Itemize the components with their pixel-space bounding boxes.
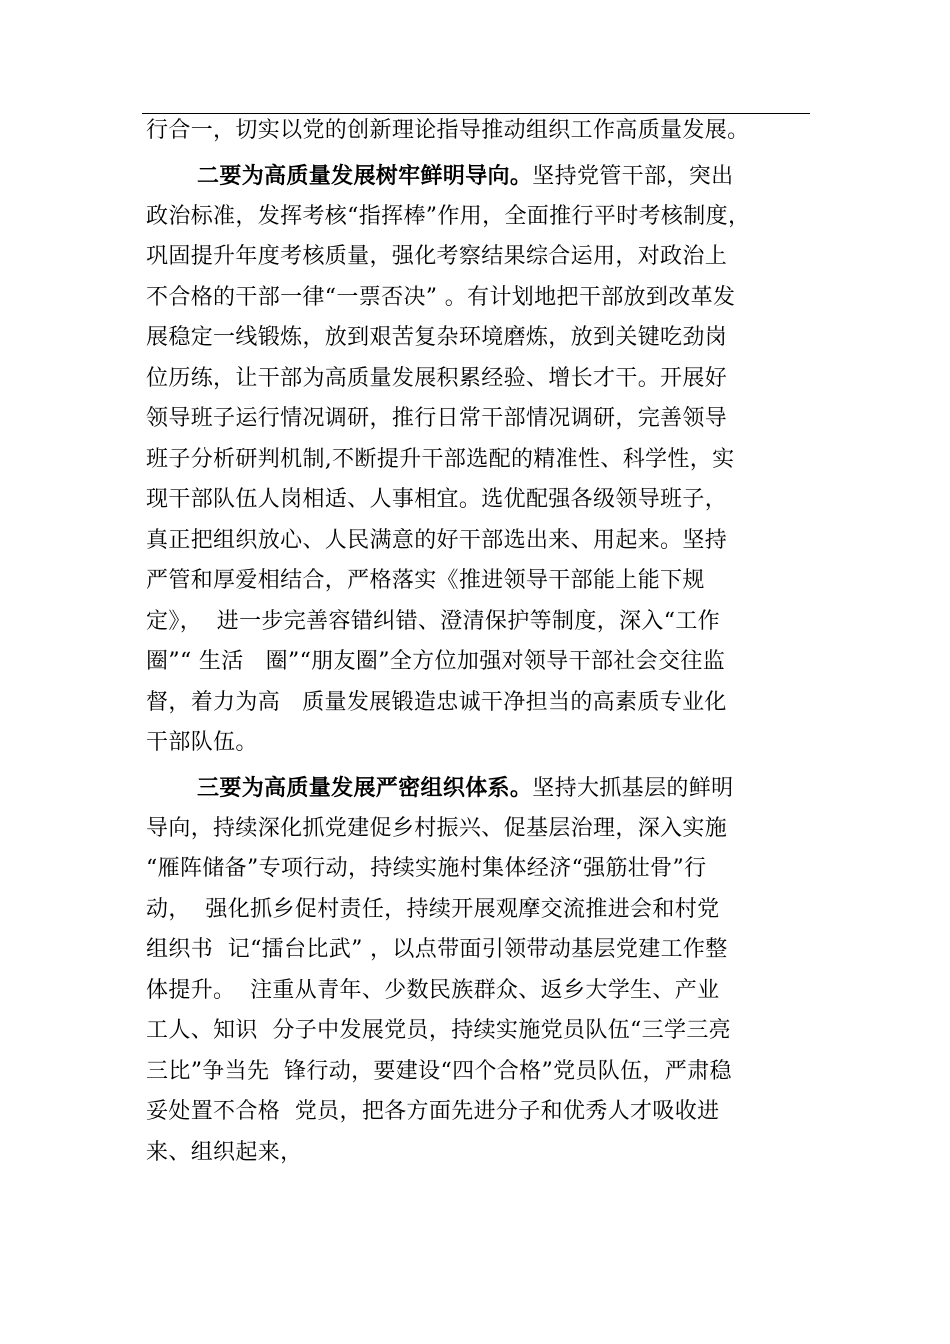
text-line-20: 动， 强化抓乡促村责任，持续开展观摩交流推进会和村党 [146, 897, 720, 922]
text-line-26: 来、组织起来， [146, 1140, 303, 1165]
text-line-2: 二要为高质量发展树牢鲜明导向。坚持党管干部，突出 [197, 163, 734, 189]
text-line-9: 班子分析研判机制,不断提升干部选配的精准性、科学性，实 [146, 447, 735, 472]
text-line-14: 圈”“ 生活 圈”“朋友圈”全方位加强对领导干部社会交往监 [146, 649, 726, 674]
text-line-15: 督，着力为高 质量发展锻造忠诚干净担当的高素质专业化 [146, 690, 727, 715]
text-line-1: 行合一，切实以党的创新理论指导推动组织工作高质量发展。 [146, 118, 750, 143]
text-line-13: 定》， 进一步完善容错纠错、澄清保护等制度，深入“工作 [146, 609, 721, 634]
text-line-18: 导向，持续深化抓党建促乡村振兴、促基层治理，深入实施 [146, 816, 728, 841]
text-line-19: “雁阵储备”专项行动，持续实施村集体经济“强筋壮骨”行 [146, 856, 707, 881]
text-line-24: 三比”争当先 锋行动，要建设“四个合格”党员队伍，严肃稳 [146, 1059, 732, 1084]
text-line-5: 不合格的干部一律“一票否决” 。有计划地把干部放到改革发 [146, 285, 736, 310]
text-line-25: 妥处置不合格 党员，把各方面先进分子和优秀人才吸收进 [146, 1099, 720, 1124]
section-heading-2: 二要为高质量发展树牢鲜明导向。 [197, 163, 533, 189]
text-line-4: 巩固提升年度考核质量，强化考察结果综合运用，对政治上 [146, 244, 728, 269]
text-line-23: 工人、知识 分子中发展党员，持续实施党员队伍“三学三亮 [146, 1018, 732, 1043]
text-line-17: 三要为高质量发展严密组织体系。坚持大抓基层的鲜明 [197, 775, 734, 801]
text-line-8: 领导班子运行情况调研，推行日常干部情况调研，完善领导 [146, 406, 728, 431]
text-line-21: 组织书 记“擂台比武” ，以点带面引领带动基层党建工作整 [146, 937, 728, 962]
text-line-6: 展稳定一线锻炼，放到艰苦复杂环境磨炼，放到关键吃劲岗 [146, 325, 728, 350]
text-line-7: 位历练，让干部为高质量发展积累经验、增长才干。开展好 [146, 366, 728, 391]
text-line-3: 政治标准，发挥考核“指挥棒”作用，全面推行平时考核制度， [146, 204, 751, 229]
top-divider [142, 113, 810, 114]
text-line-11: 真正把组织放心、人民满意的好干部选出来、用起来。坚持 [146, 528, 728, 553]
text-line-12: 严管和厚爱相结合，严格落实《推进领导干部能上能下规 [146, 568, 705, 593]
text-line-22: 体提升。 注重从青年、少数民族群众、返乡大学生、产业 [146, 978, 720, 1003]
text-line-10: 现干部队伍人岗相适、人事相宜。选优配强各级领导班子， [146, 487, 728, 512]
section-heading-3: 三要为高质量发展严密组织体系。 [197, 775, 533, 801]
text-line-16: 干部队伍。 [146, 730, 258, 755]
